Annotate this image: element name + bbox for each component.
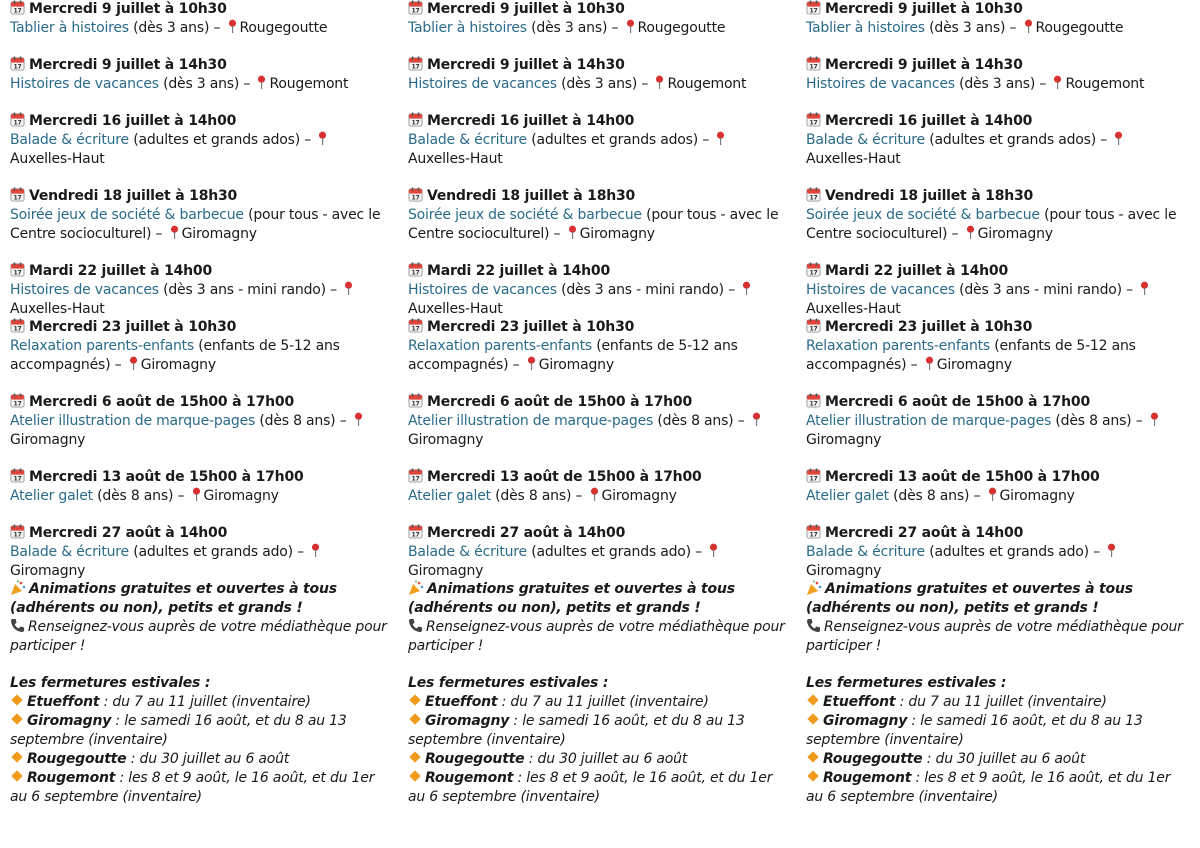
svg-text:17: 17 [809, 475, 818, 483]
calendar-icon [10, 187, 25, 202]
closure-item [10, 712, 390, 750]
party-popper-icon [10, 580, 26, 596]
event-location: Auxelles-Haut [10, 151, 105, 167]
event-location: Rougemont [667, 76, 747, 92]
map-pin-icon [1106, 543, 1117, 558]
event-date: 17 Mercredi 6 août de 15h00 à 17h00 [10, 393, 390, 412]
calendar-icon [408, 393, 423, 408]
event-date: 17 Mercredi 27 août à 14h00 [10, 524, 390, 543]
event-item [806, 112, 1186, 187]
event-activity-link[interactable]: Atelier galet [806, 488, 889, 504]
promo-headline: Animations gratuites et ouvertes à tous (adhérents ou non), petits et grands ! [408, 581, 735, 616]
event-activity-link[interactable]: Histoires de vacances [10, 282, 159, 298]
event-location: Auxelles-Haut [408, 151, 503, 167]
event-item [10, 524, 390, 580]
phone-icon [806, 618, 821, 633]
event-item [408, 112, 788, 187]
closure-dates: : le samedi 16 août, et du 8 au 13 septembre (inventaire) [806, 713, 1143, 748]
event-date: 17 Vendredi 18 juillet à 18h30 [806, 187, 1186, 206]
svg-text:17: 17 [411, 63, 420, 71]
event-location: Giromagny [203, 488, 279, 504]
event-details: (adultes et grands ado) – [526, 544, 707, 560]
column-2 [408, 0, 788, 807]
event-details: (adultes et grands ados) – [128, 132, 316, 148]
event-item [408, 393, 788, 468]
map-pin-icon [741, 281, 752, 296]
calendar-icon [806, 468, 821, 483]
map-pin-icon [191, 487, 202, 502]
event-date: 17 Mercredi 16 juillet à 14h00 [408, 112, 788, 131]
closure-dates: : le samedi 16 août, et du 8 au 13 septembre (inventaire) [10, 713, 347, 748]
svg-text:17: 17 [809, 63, 818, 71]
map-pin-icon [1139, 281, 1150, 296]
map-pin-icon [227, 19, 238, 34]
event-activity-link[interactable]: Soirée jeux de société & barbecue [408, 207, 642, 223]
event-item [10, 318, 390, 393]
closure-item [806, 769, 1186, 807]
calendar-icon [10, 468, 25, 483]
event-date: 17 Mardi 22 juillet à 14h00 [806, 262, 1186, 281]
closure-place: Rougegoutte [27, 751, 127, 767]
event-location: Rougegoutte [637, 20, 726, 36]
event-location: Giromagny [10, 432, 86, 448]
event-details: (dès 8 ans) – [1051, 413, 1147, 429]
svg-text:17: 17 [13, 475, 22, 483]
closure-place: Giromagny [823, 713, 908, 729]
calendar-icon [408, 262, 423, 277]
closure-place: Rougemont [27, 770, 116, 786]
svg-text:17: 17 [809, 119, 818, 127]
calendar-icon [10, 318, 25, 333]
event-item [408, 56, 788, 112]
event-location: Giromagny [936, 357, 1012, 373]
orange-diamond-icon [807, 713, 818, 724]
map-pin-icon [310, 543, 321, 558]
svg-text:17: 17 [411, 400, 420, 408]
event-location: Rougegoutte [1035, 20, 1124, 36]
closure-item [408, 769, 788, 807]
svg-text:17: 17 [13, 63, 22, 71]
calendar-icon [10, 112, 25, 127]
event-activity-link[interactable]: Soirée jeux de société & barbecue [10, 207, 244, 223]
closures-title: Les fermetures estivales : [806, 675, 1007, 691]
event-location: Giromagny [977, 226, 1053, 242]
event-activity-link[interactable]: Tablier à histoires [408, 20, 527, 36]
event-activity-link[interactable]: Histoires de vacances [806, 282, 955, 298]
event-location: Giromagny [140, 357, 216, 373]
event-details: (dès 8 ans) – [92, 488, 189, 504]
event-location: Giromagny [408, 432, 484, 448]
closure-dates: : du 7 au 11 juillet (inventaire) [895, 694, 1107, 710]
calendar-icon [408, 112, 423, 127]
calendar-icon [408, 524, 423, 539]
closures-title: Les fermetures estivales : [408, 675, 609, 691]
event-details: (dès 3 ans) – [924, 20, 1021, 36]
closure-place: Giromagny [27, 713, 112, 729]
event-date: 17 Mercredi 9 juillet à 14h30 [806, 56, 1186, 75]
closures-block [408, 674, 788, 807]
closure-dates: : les 8 et 9 août, le 16 août, et du 1er au 6 septembre (inventaire) [10, 770, 375, 805]
closure-dates: : les 8 et 9 août, le 16 août, et du 1er au 6 septembre (inventaire) [408, 770, 773, 805]
event-details: (enfants de 5-12 ans accompagnés) – [408, 338, 738, 373]
map-pin-icon [589, 487, 600, 502]
event-activity-link[interactable]: Balade & écriture [10, 544, 129, 560]
event-details: (enfants de 5-12 ans accompagnés) – [10, 338, 340, 373]
event-activity-link[interactable]: Balade & écriture [408, 544, 527, 560]
calendar-icon [10, 0, 25, 15]
map-pin-icon [353, 412, 364, 427]
closure-dates: : du 7 au 11 juillet (inventaire) [497, 694, 709, 710]
closure-place: Etueffont [425, 694, 498, 710]
svg-text:17: 17 [13, 194, 22, 202]
closures-block [10, 674, 390, 807]
calendar-icon [10, 56, 25, 71]
event-details: (pour tous - avec le Centre socioculturel) – [10, 207, 381, 242]
event-details: (dès 8 ans) – [255, 413, 351, 429]
orange-diamond-icon [11, 770, 22, 781]
closure-place: Giromagny [425, 713, 510, 729]
orange-diamond-icon [11, 751, 22, 762]
event-date: 17 Mercredi 27 août à 14h00 [408, 524, 788, 543]
svg-text:17: 17 [809, 194, 818, 202]
event-location: Giromagny [999, 488, 1075, 504]
event-item [10, 262, 390, 318]
orange-diamond-icon [409, 713, 420, 724]
event-item [408, 318, 788, 393]
event-details: (dès 3 ans) – [158, 76, 255, 92]
event-details: (dès 3 ans) – [128, 20, 225, 36]
event-date: 17 Mercredi 9 juillet à 10h30 [10, 0, 390, 19]
event-item [408, 468, 788, 524]
closure-item [408, 750, 788, 769]
phone-icon [10, 618, 25, 633]
event-activity-link[interactable]: Atelier illustration de marque-pages [10, 413, 256, 429]
map-pin-icon [1023, 19, 1034, 34]
event-details: (enfants de 5-12 ans accompagnés) – [806, 338, 1136, 373]
calendar-icon [10, 393, 25, 408]
map-pin-icon [1113, 131, 1124, 146]
svg-text:17: 17 [809, 400, 818, 408]
map-pin-icon [256, 75, 267, 90]
event-location: Giromagny [806, 563, 882, 579]
event-date: 17 Mercredi 9 juillet à 14h30 [10, 56, 390, 75]
column-1 [10, 0, 390, 807]
closure-place: Etueffont [27, 694, 100, 710]
orange-diamond-icon [409, 770, 420, 781]
map-pin-icon [654, 75, 665, 90]
event-location: Auxelles-Haut [10, 301, 105, 317]
map-pin-icon [715, 131, 726, 146]
event-item [10, 112, 390, 187]
calendar-icon [806, 56, 821, 71]
orange-diamond-icon [11, 713, 22, 724]
map-pin-icon [128, 356, 139, 371]
event-location: Giromagny [806, 432, 882, 448]
closure-item [806, 693, 1186, 712]
event-details: (adultes et grands ados) – [924, 132, 1112, 148]
event-date: 17 Mercredi 9 juillet à 14h30 [408, 56, 788, 75]
event-details: (dès 3 ans) – [954, 76, 1051, 92]
orange-diamond-icon [807, 770, 818, 781]
svg-text:17: 17 [13, 269, 22, 277]
svg-text:17: 17 [411, 119, 420, 127]
closure-dates: : du 7 au 11 juillet (inventaire) [99, 694, 311, 710]
event-activity-link[interactable]: Atelier galet [408, 488, 491, 504]
event-location: Giromagny [181, 226, 257, 242]
event-item [10, 0, 390, 56]
map-pin-icon [625, 19, 636, 34]
event-details: (dès 3 ans - mini rando) – [954, 282, 1138, 298]
event-location: Giromagny [10, 563, 86, 579]
map-pin-icon [708, 543, 719, 558]
party-popper-icon [408, 580, 424, 596]
orange-diamond-icon [11, 694, 22, 705]
map-pin-icon [343, 281, 354, 296]
closure-place: Rougegoutte [425, 751, 525, 767]
map-pin-icon [169, 225, 180, 240]
event-item [408, 262, 788, 318]
event-activity-link[interactable]: Tablier à histoires [806, 20, 925, 36]
event-details: (pour tous - avec le Centre socioculturel) – [806, 207, 1177, 242]
event-date: 17 Mercredi 6 août de 15h00 à 17h00 [806, 393, 1186, 412]
map-pin-icon [987, 487, 998, 502]
calendar-icon [10, 524, 25, 539]
calendar-icon [408, 318, 423, 333]
event-activity-link[interactable]: Histoires de vacances [10, 76, 159, 92]
closure-dates: : du 30 juillet au 6 août [524, 751, 688, 767]
svg-text:17: 17 [13, 400, 22, 408]
event-date: 17 Mercredi 23 juillet à 10h30 [806, 318, 1186, 337]
event-date: 17 Mercredi 13 août de 15h00 à 17h00 [408, 468, 788, 487]
event-date: 17 Mercredi 27 août à 14h00 [806, 524, 1186, 543]
event-location: Giromagny [408, 563, 484, 579]
event-details: (dès 8 ans) – [888, 488, 985, 504]
closure-item [806, 712, 1186, 750]
map-pin-icon [567, 225, 578, 240]
event-location: Giromagny [601, 488, 677, 504]
svg-text:17: 17 [13, 531, 22, 539]
event-activity-link[interactable]: Balade & écriture [806, 544, 925, 560]
promo-headline: Animations gratuites et ouvertes à tous (adhérents ou non), petits et grands ! [10, 581, 337, 616]
closure-dates: : du 30 juillet au 6 août [126, 751, 290, 767]
svg-text:17: 17 [411, 7, 420, 15]
event-details: (adultes et grands ado) – [924, 544, 1105, 560]
event-item [10, 56, 390, 112]
promo-headline: Animations gratuites et ouvertes à tous (adhérents ou non), petits et grands ! [806, 581, 1133, 616]
svg-text:17: 17 [411, 475, 420, 483]
event-activity-link[interactable]: Histoires de vacances [806, 76, 955, 92]
event-date: 17 Mercredi 13 août de 15h00 à 17h00 [806, 468, 1186, 487]
event-date: 17 Mercredi 23 juillet à 10h30 [10, 318, 390, 337]
event-activity-link[interactable]: Balade & écriture [806, 132, 925, 148]
event-date: 17 Mercredi 13 août de 15h00 à 17h00 [10, 468, 390, 487]
event-item [806, 187, 1186, 262]
party-popper-icon [806, 580, 822, 596]
svg-text:17: 17 [411, 269, 420, 277]
calendar-icon [806, 524, 821, 539]
closure-place: Rougemont [425, 770, 514, 786]
closure-item [10, 769, 390, 807]
event-activity-link[interactable]: Relaxation parents-enfants [10, 338, 194, 354]
event-location: Auxelles-Haut [806, 151, 901, 167]
svg-text:17: 17 [411, 531, 420, 539]
map-pin-icon [526, 356, 537, 371]
event-details: (dès 3 ans - mini rando) – [556, 282, 740, 298]
event-location: Rougegoutte [239, 20, 328, 36]
promo-contact: Renseignez-vous auprès de votre médiathèque pour participer ! [10, 619, 387, 654]
event-activity-link[interactable]: Atelier illustration de marque-pages [806, 413, 1052, 429]
event-details: (dès 8 ans) – [653, 413, 749, 429]
closure-item [10, 750, 390, 769]
event-item [806, 524, 1186, 580]
map-pin-icon [751, 412, 762, 427]
orange-diamond-icon [409, 694, 420, 705]
event-details: (adultes et grands ados) – [526, 132, 714, 148]
calendar-icon [806, 262, 821, 277]
svg-text:17: 17 [809, 7, 818, 15]
event-activity-link[interactable]: Balade & écriture [408, 132, 527, 148]
calendar-icon [408, 187, 423, 202]
event-activity-link[interactable]: Atelier illustration de marque-pages [408, 413, 654, 429]
event-date: 17 Mercredi 16 juillet à 14h00 [806, 112, 1186, 131]
calendar-icon [806, 393, 821, 408]
calendar-icon [806, 112, 821, 127]
svg-text:17: 17 [411, 194, 420, 202]
promo-block [806, 580, 1186, 674]
event-item [408, 524, 788, 580]
event-item [806, 468, 1186, 524]
svg-text:17: 17 [809, 531, 818, 539]
orange-diamond-icon [807, 751, 818, 762]
event-details: (dès 3 ans) – [526, 20, 623, 36]
event-activity-link[interactable]: Tablier à histoires [10, 20, 129, 36]
map-pin-icon [1052, 75, 1063, 90]
svg-text:17: 17 [411, 325, 420, 333]
event-date: 17 Vendredi 18 juillet à 18h30 [408, 187, 788, 206]
column-3 [806, 0, 1186, 807]
event-details: (dès 8 ans) – [490, 488, 587, 504]
calendar-icon [10, 262, 25, 277]
promo-contact: Renseignez-vous auprès de votre médiathèque pour participer ! [408, 619, 785, 654]
closures-title: Les fermetures estivales : [10, 675, 211, 691]
closures-block [806, 674, 1186, 807]
event-details: (dès 3 ans - mini rando) – [158, 282, 342, 298]
event-date: 17 Mercredi 9 juillet à 10h30 [806, 0, 1186, 19]
closure-item [408, 693, 788, 712]
event-item [10, 468, 390, 524]
closure-place: Rougegoutte [823, 751, 923, 767]
event-date: 17 Mercredi 16 juillet à 14h00 [10, 112, 390, 131]
closure-dates: : le samedi 16 août, et du 8 au 13 septembre (inventaire) [408, 713, 745, 748]
event-item [408, 187, 788, 262]
calendar-icon [408, 56, 423, 71]
event-details: (adultes et grands ado) – [128, 544, 309, 560]
event-activity-link[interactable]: Relaxation parents-enfants [408, 338, 592, 354]
event-location: Rougemont [1065, 76, 1145, 92]
event-activity-link[interactable]: Balade & écriture [10, 132, 129, 148]
map-pin-icon [965, 225, 976, 240]
event-date: 17 Mardi 22 juillet à 14h00 [408, 262, 788, 281]
calendar-icon [806, 0, 821, 15]
svg-text:17: 17 [809, 269, 818, 277]
event-date: 17 Mardi 22 juillet à 14h00 [10, 262, 390, 281]
event-item [806, 393, 1186, 468]
event-activity-link[interactable]: Histoires de vacances [408, 282, 557, 298]
map-pin-icon [1149, 412, 1160, 427]
event-item [806, 318, 1186, 393]
orange-diamond-icon [409, 751, 420, 762]
closure-dates: : du 30 juillet au 6 août [922, 751, 1086, 767]
event-details: (dès 3 ans) – [556, 76, 653, 92]
map-pin-icon [924, 356, 935, 371]
event-location: Auxelles-Haut [806, 301, 901, 317]
event-activity-link[interactable]: Atelier galet [10, 488, 93, 504]
svg-text:17: 17 [13, 7, 22, 15]
closure-dates: : les 8 et 9 août, le 16 août, et du 1er au 6 septembre (inventaire) [806, 770, 1171, 805]
map-pin-icon [317, 131, 328, 146]
event-item [806, 0, 1186, 56]
orange-diamond-icon [807, 694, 818, 705]
closure-item [408, 712, 788, 750]
closure-place: Etueffont [823, 694, 896, 710]
promo-block [408, 580, 788, 674]
event-item [806, 262, 1186, 318]
promo-contact: Renseignez-vous auprès de votre médiathèque pour participer ! [806, 619, 1183, 654]
event-date: 17 Mercredi 6 août de 15h00 à 17h00 [408, 393, 788, 412]
calendar-icon [408, 0, 423, 15]
phone-icon [408, 618, 423, 633]
event-details: (pour tous - avec le Centre socioculturel) – [408, 207, 779, 242]
event-date: 17 Mercredi 23 juillet à 10h30 [408, 318, 788, 337]
event-location: Rougemont [269, 76, 349, 92]
event-activity-link[interactable]: Histoires de vacances [408, 76, 557, 92]
event-location: Giromagny [579, 226, 655, 242]
event-date: 17 Mercredi 9 juillet à 10h30 [408, 0, 788, 19]
calendar-icon [408, 468, 423, 483]
event-item [10, 187, 390, 262]
svg-text:17: 17 [809, 325, 818, 333]
closure-item [806, 750, 1186, 769]
event-activity-link[interactable]: Relaxation parents-enfants [806, 338, 990, 354]
closure-place: Rougemont [823, 770, 912, 786]
event-item [806, 56, 1186, 112]
svg-text:17: 17 [13, 325, 22, 333]
promo-block [10, 580, 390, 674]
event-date: 17 Vendredi 18 juillet à 18h30 [10, 187, 390, 206]
event-item [408, 0, 788, 56]
calendar-icon [806, 187, 821, 202]
event-item [10, 393, 390, 468]
closure-item [10, 693, 390, 712]
event-activity-link[interactable]: Soirée jeux de société & barbecue [806, 207, 1040, 223]
event-location: Giromagny [538, 357, 614, 373]
calendar-icon [806, 318, 821, 333]
svg-text:17: 17 [13, 119, 22, 127]
event-location: Auxelles-Haut [408, 301, 503, 317]
